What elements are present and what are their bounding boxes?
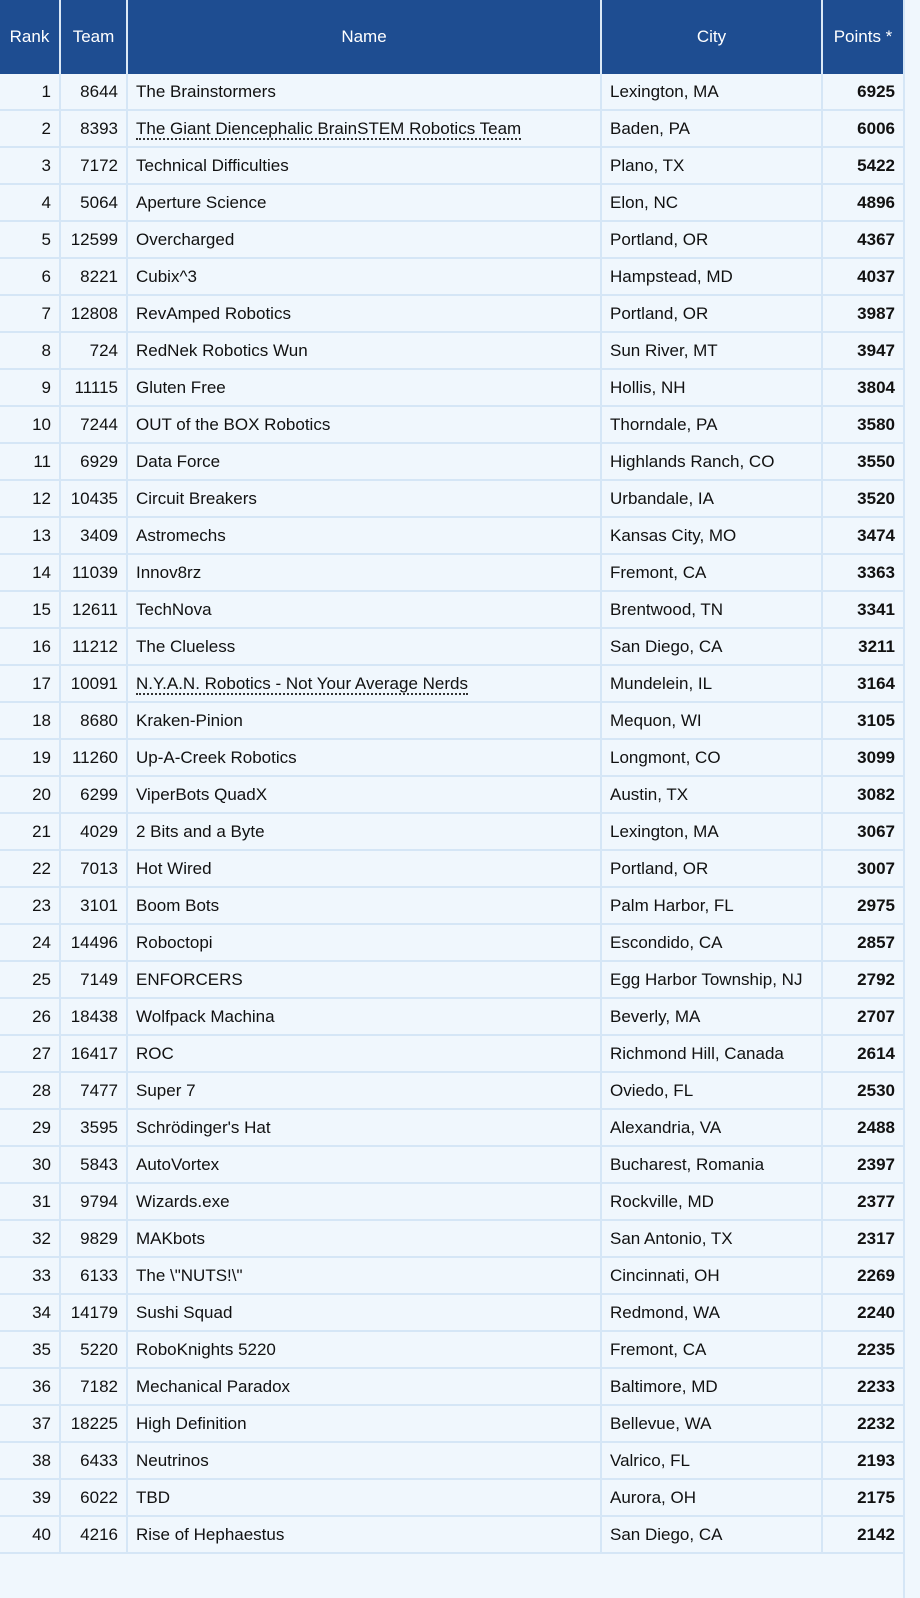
rank-cell: 26 [0,998,60,1035]
rank-cell: 17 [0,665,60,702]
team-name-cell: RedNek Robotics Wun [127,332,601,369]
points-cell: 2614 [822,1035,903,1072]
points-cell: 3804 [822,369,903,406]
city-cell: Brentwood, TN [601,591,822,628]
city-cell: Lexington, MA [601,813,822,850]
city-cell: Elon, NC [601,184,822,221]
team-number-cell: 5064 [60,184,127,221]
team-name-cell: RevAmped Robotics [127,295,601,332]
team-name-cell: Cubix^3 [127,258,601,295]
rank-cell: 28 [0,1072,60,1109]
team-name-cell: ENFORCERS [127,961,601,998]
team-name-cell: Schrödinger's Hat [127,1109,601,1146]
points-cell: 2792 [822,961,903,998]
rank-cell: 19 [0,739,60,776]
points-cell: 2397 [822,1146,903,1183]
points-cell: 3211 [822,628,903,665]
city-cell: Portland, OR [601,850,822,887]
rank-cell: 27 [0,1035,60,1072]
table-row [0,887,903,924]
points-cell: 2233 [822,1368,903,1405]
city-cell: San Diego, CA [601,628,822,665]
table-row [0,961,903,998]
city-cell: Alexandria, VA [601,1109,822,1146]
team-number-cell: 724 [60,332,127,369]
city-cell: Aurora, OH [601,1479,822,1516]
team-name-cell: Aperture Science [127,184,601,221]
team-name-cell: Wizards.exe [127,1183,601,1220]
rank-cell: 5 [0,221,60,258]
team-number-cell: 6022 [60,1479,127,1516]
team-number-cell: 16417 [60,1035,127,1072]
city-cell: Plano, TX [601,147,822,184]
team-number-cell: 8393 [60,110,127,147]
rank-cell: 16 [0,628,60,665]
team-name-cell: Neutrinos [127,1442,601,1479]
team-name-cell: Mechanical Paradox [127,1368,601,1405]
city-cell: San Antonio, TX [601,1220,822,1257]
team-number-cell: 7172 [60,147,127,184]
city-cell: Mundelein, IL [601,665,822,702]
table-row [0,517,903,554]
table-row [0,110,903,147]
team-number-cell: 8680 [60,702,127,739]
city-cell: Portland, OR [601,295,822,332]
points-cell: 2175 [822,1479,903,1516]
points-cell: 2975 [822,887,903,924]
team-name-tooltip[interactable]: The Giant Diencephalic BrainSTEM Robotics Team [136,118,522,138]
rank-cell: 30 [0,1146,60,1183]
header-team[interactable]: Team [60,0,127,74]
city-cell: Beverly, MA [601,998,822,1035]
points-cell: 4896 [822,184,903,221]
city-cell: San Diego, CA [601,1516,822,1553]
city-cell: Richmond Hill, Canada [601,1035,822,1072]
points-cell: 2530 [822,1072,903,1109]
table-row [0,1109,903,1146]
team-number-cell: 5843 [60,1146,127,1183]
rank-cell: 15 [0,591,60,628]
team-name-cell: Astromechs [127,517,601,554]
table-right-edge [903,0,905,1598]
city-cell: Highlands Ranch, CO [601,443,822,480]
rank-cell: 12 [0,480,60,517]
points-cell: 4367 [822,221,903,258]
rank-cell: 40 [0,1516,60,1553]
team-number-cell: 7244 [60,406,127,443]
team-name-cell: The Brainstormers [127,74,601,110]
table-row [0,1146,903,1183]
points-cell: 3082 [822,776,903,813]
points-cell: 2240 [822,1294,903,1331]
team-name-cell: Data Force [127,443,601,480]
team-number-cell: 3595 [60,1109,127,1146]
team-name-cell [127,110,601,147]
city-cell: Longmont, CO [601,739,822,776]
city-cell: Thorndale, PA [601,406,822,443]
team-number-cell: 6133 [60,1257,127,1294]
team-number-cell: 10091 [60,665,127,702]
team-name-cell [127,665,601,702]
table-row [0,1331,903,1368]
points-cell: 2142 [822,1516,903,1553]
rank-cell: 1 [0,74,60,110]
points-cell: 2232 [822,1405,903,1442]
points-cell: 3363 [822,554,903,591]
header-name[interactable]: Name [127,0,601,74]
table-row [0,665,903,702]
points-cell: 3580 [822,406,903,443]
team-number-cell: 7477 [60,1072,127,1109]
points-cell: 3007 [822,850,903,887]
rank-cell: 4 [0,184,60,221]
points-cell: 2377 [822,1183,903,1220]
team-name-cell: OUT of the BOX Robotics [127,406,601,443]
rank-cell: 7 [0,295,60,332]
team-number-cell: 9829 [60,1220,127,1257]
table-row [0,295,903,332]
rank-cell: 37 [0,1405,60,1442]
city-cell: Egg Harbor Township, NJ [601,961,822,998]
table-row [0,554,903,591]
city-cell: Baden, PA [601,110,822,147]
rank-cell: 25 [0,961,60,998]
city-cell: Rockville, MD [601,1183,822,1220]
rank-cell: 32 [0,1220,60,1257]
team-name-cell: Overcharged [127,221,601,258]
city-cell: Sun River, MT [601,332,822,369]
points-cell: 3067 [822,813,903,850]
rank-cell: 23 [0,887,60,924]
city-cell: Valrico, FL [601,1442,822,1479]
team-name-cell: Technical Difficulties [127,147,601,184]
team-number-cell: 6433 [60,1442,127,1479]
table-row [0,776,903,813]
table-row [0,74,903,110]
rank-cell: 6 [0,258,60,295]
table-row [0,221,903,258]
city-cell: Bellevue, WA [601,1405,822,1442]
city-cell: Mequon, WI [601,702,822,739]
team-number-cell: 10435 [60,480,127,517]
table-row [0,1035,903,1072]
rank-cell: 10 [0,406,60,443]
team-number-cell: 12599 [60,221,127,258]
city-cell: Bucharest, Romania [601,1146,822,1183]
table-row [0,369,903,406]
points-cell: 2317 [822,1220,903,1257]
table-row [0,480,903,517]
table-row [0,591,903,628]
rank-cell: 33 [0,1257,60,1294]
points-cell: 4037 [822,258,903,295]
rank-cell: 36 [0,1368,60,1405]
team-name-cell: TechNova [127,591,601,628]
rank-cell: 11 [0,443,60,480]
points-cell: 3947 [822,332,903,369]
points-cell: 3105 [822,702,903,739]
team-name-cell: ViperBots QuadX [127,776,601,813]
rank-cell: 22 [0,850,60,887]
table-row [0,147,903,184]
team-name-cell: MAKbots [127,1220,601,1257]
team-number-cell: 7013 [60,850,127,887]
rank-cell: 18 [0,702,60,739]
table-body [0,74,903,1553]
team-number-cell: 8644 [60,74,127,110]
city-cell: Baltimore, MD [601,1368,822,1405]
table-row [0,813,903,850]
team-number-cell: 3101 [60,887,127,924]
team-number-cell: 18225 [60,1405,127,1442]
rank-cell: 34 [0,1294,60,1331]
table-row [0,1405,903,1442]
team-name-cell: The Clueless [127,628,601,665]
rank-cell: 2 [0,110,60,147]
city-cell: Palm Harbor, FL [601,887,822,924]
team-name-cell: Up-A-Creek Robotics [127,739,601,776]
city-cell: Hollis, NH [601,369,822,406]
table-row [0,406,903,443]
table-row [0,184,903,221]
team-number-cell: 11039 [60,554,127,591]
city-cell: Cincinnati, OH [601,1257,822,1294]
team-number-cell: 14496 [60,924,127,961]
table-row [0,1442,903,1479]
team-name-cell: Hot Wired [127,850,601,887]
team-number-cell: 11260 [60,739,127,776]
rank-cell: 9 [0,369,60,406]
city-cell: Oviedo, FL [601,1072,822,1109]
city-cell: Escondido, CA [601,924,822,961]
table-row [0,998,903,1035]
rank-cell: 31 [0,1183,60,1220]
team-name-cell: High Definition [127,1405,601,1442]
rank-cell: 14 [0,554,60,591]
team-name-cell: ROC [127,1035,601,1072]
points-cell: 2857 [822,924,903,961]
city-cell: Kansas City, MO [601,517,822,554]
table-row [0,1183,903,1220]
city-cell: Redmond, WA [601,1294,822,1331]
team-name-cell: TBD [127,1479,601,1516]
table-row [0,628,903,665]
team-number-cell: 12808 [60,295,127,332]
table-row [0,739,903,776]
team-name-cell: Boom Bots [127,887,601,924]
team-name-cell: Circuit Breakers [127,480,601,517]
rank-cell: 13 [0,517,60,554]
team-number-cell: 3409 [60,517,127,554]
table-row [0,1516,903,1553]
team-number-cell: 9794 [60,1183,127,1220]
team-number-cell: 6299 [60,776,127,813]
table-row [0,332,903,369]
team-name-tooltip[interactable]: N.Y.A.N. Robotics - Not Your Average Nerds [136,673,468,693]
city-cell: Austin, TX [601,776,822,813]
points-cell: 2707 [822,998,903,1035]
table-row [0,443,903,480]
rank-cell: 39 [0,1479,60,1516]
team-number-cell: 7182 [60,1368,127,1405]
team-number-cell: 4029 [60,813,127,850]
team-name-cell: Super 7 [127,1072,601,1109]
table-row [0,1220,903,1257]
rank-cell: 24 [0,924,60,961]
team-name-cell: Kraken-Pinion [127,702,601,739]
city-cell: Fremont, CA [601,1331,822,1368]
points-cell: 6925 [822,74,903,110]
points-cell: 3987 [822,295,903,332]
points-cell: 6006 [822,110,903,147]
team-number-cell: 8221 [60,258,127,295]
rank-cell: 21 [0,813,60,850]
points-cell: 2488 [822,1109,903,1146]
team-number-cell: 4216 [60,1516,127,1553]
city-cell: Fremont, CA [601,554,822,591]
table-row [0,1479,903,1516]
table-row [0,258,903,295]
table-row [0,1072,903,1109]
rank-cell: 3 [0,147,60,184]
points-cell: 3099 [822,739,903,776]
team-name-cell: Wolfpack Machina [127,998,601,1035]
points-cell: 3550 [822,443,903,480]
team-name-cell: 2 Bits and a Byte [127,813,601,850]
points-cell: 5422 [822,147,903,184]
rank-cell: 8 [0,332,60,369]
team-name-cell: AutoVortex [127,1146,601,1183]
city-cell: Hampstead, MD [601,258,822,295]
header-rank[interactable]: Rank [0,0,60,74]
header-city[interactable]: City [601,0,822,74]
header-points[interactable]: Points * [822,0,903,74]
city-cell: Portland, OR [601,221,822,258]
team-number-cell: 11115 [60,369,127,406]
rank-cell: 20 [0,776,60,813]
team-number-cell: 11212 [60,628,127,665]
points-cell: 2193 [822,1442,903,1479]
rank-cell: 29 [0,1109,60,1146]
table-row [0,702,903,739]
team-number-cell: 18438 [60,998,127,1035]
team-number-cell: 6929 [60,443,127,480]
points-cell: 2235 [822,1331,903,1368]
rank-cell: 35 [0,1331,60,1368]
points-cell: 3520 [822,480,903,517]
table-row [0,1257,903,1294]
team-name-cell: Gluten Free [127,369,601,406]
team-number-cell: 5220 [60,1331,127,1368]
city-cell: Lexington, MA [601,74,822,110]
points-cell: 3474 [822,517,903,554]
team-name-cell: Roboctopi [127,924,601,961]
table-row [0,1294,903,1331]
points-cell: 3164 [822,665,903,702]
team-number-cell: 7149 [60,961,127,998]
header-row [0,0,903,74]
points-cell: 2269 [822,1257,903,1294]
team-number-cell: 12611 [60,591,127,628]
table-row [0,850,903,887]
rank-cell: 38 [0,1442,60,1479]
table-row [0,924,903,961]
team-number-cell: 14179 [60,1294,127,1331]
team-name-cell: RoboKnights 5220 [127,1331,601,1368]
team-name-cell: The \"NUTS!\" [127,1257,601,1294]
city-cell: Urbandale, IA [601,480,822,517]
table-row [0,1368,903,1405]
team-name-cell: Innov8rz [127,554,601,591]
points-cell: 3341 [822,591,903,628]
team-name-cell: Rise of Hephaestus [127,1516,601,1553]
team-name-cell: Sushi Squad [127,1294,601,1331]
